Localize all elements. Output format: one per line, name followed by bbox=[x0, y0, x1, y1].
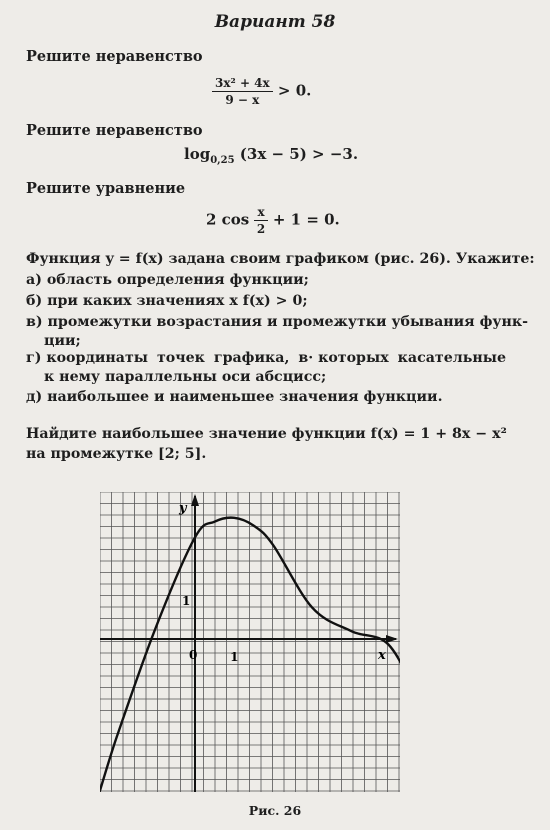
task4-item-e: д) наибольшее и наименьшее значения функции. bbox=[26, 389, 443, 405]
task3-post: + 1 = 0. bbox=[272, 210, 340, 229]
task1-relation: > 0. bbox=[277, 81, 312, 100]
x-axis-label: x bbox=[378, 648, 386, 663]
task4-item-a: а) область определения функции; bbox=[26, 272, 309, 288]
graph-grid bbox=[100, 492, 400, 792]
task2-argument: (3x − 5) > −3. bbox=[239, 145, 359, 163]
task2-text: Решите неравенство bbox=[26, 122, 203, 139]
task2-formula bbox=[184, 145, 358, 166]
task4-intro: Функция y = f(x) задана своим графиком (рис. 26). Укажите: bbox=[26, 251, 535, 267]
task3-fraction bbox=[254, 205, 267, 236]
task1-denominator: 9 − x bbox=[225, 93, 260, 107]
task3-pre: 2 cos bbox=[206, 210, 250, 229]
task4-item-b: б) при каких значениях x f(x) > 0; bbox=[26, 293, 308, 309]
task4-item-d-line2: к нему параллельны оси абсцисс; bbox=[44, 369, 327, 385]
task1-formula bbox=[212, 76, 311, 107]
task2-base: 0,25 bbox=[210, 155, 235, 166]
task4-item-d-word: г) координаты bbox=[26, 350, 149, 366]
task1-text: Решите неравенство bbox=[26, 48, 203, 65]
task4-item-d-word: графика, bbox=[213, 350, 290, 366]
variant-title: Вариант 58 bbox=[214, 12, 336, 32]
figure-caption: Рис. 26 bbox=[248, 803, 302, 818]
task4-item-d-word: в· которых bbox=[298, 350, 389, 366]
origin-label: 0 bbox=[189, 648, 198, 662]
task1-numerator: 3x² + 4x bbox=[212, 76, 273, 92]
task3-denominator: 2 bbox=[256, 222, 266, 236]
task3-formula bbox=[206, 205, 340, 236]
task3-numerator: x bbox=[254, 205, 267, 221]
y-axis-label: y bbox=[179, 501, 187, 516]
y-tick-label: 1 bbox=[182, 593, 191, 608]
function-graph bbox=[100, 492, 400, 792]
function-curve bbox=[100, 518, 400, 792]
task4-item-c-line2: ции; bbox=[44, 333, 81, 349]
task5-line2: на промежутке [2; 5]. bbox=[26, 446, 207, 462]
task4-item-c-line1: в) промежутки возрастания и промежутки убывания функ- bbox=[26, 314, 529, 330]
task3-text: Решите уравнение bbox=[26, 180, 186, 197]
task2-log: log bbox=[184, 145, 211, 163]
task4-item-d-word: точек bbox=[156, 350, 205, 366]
task4-item-d-line1 bbox=[26, 350, 506, 366]
task5-line1: Найдите наибольшее значение функции f(x) = 1 + 8x − x² bbox=[26, 426, 507, 442]
task1-fraction bbox=[212, 76, 273, 107]
x-tick-label: 1 bbox=[230, 650, 239, 664]
task4-item-d-word: касательные bbox=[397, 350, 506, 366]
